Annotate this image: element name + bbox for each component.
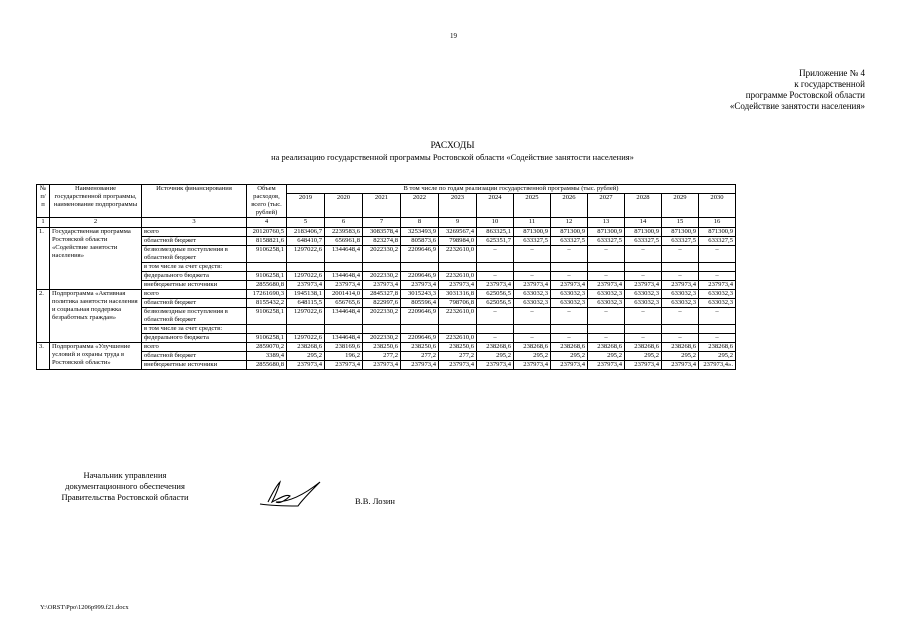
empty-cell: [401, 325, 439, 334]
year-value: 3269567,4: [439, 228, 477, 237]
file-path-footer: Y:\ORST\Ppo\1206p999.f21.docx: [40, 604, 129, 611]
year-value: 2183406,7: [287, 228, 325, 237]
table-row: [37, 246, 736, 263]
empty-cell: [287, 263, 325, 272]
year-value: 238250,6: [363, 343, 401, 352]
year-value: –: [699, 334, 736, 343]
year-value: 2232610,0: [439, 334, 477, 343]
source-label: безвозмездные поступления в областной бюджет: [142, 246, 247, 263]
year-value: 1344648,4: [325, 334, 363, 343]
year-value: 871300,9: [514, 228, 551, 237]
year-value: 871300,9: [699, 228, 736, 237]
year-value: 2209646,9: [401, 334, 439, 343]
header-year: 2023: [439, 194, 477, 218]
empty-cell: [699, 263, 736, 272]
year-value: –: [551, 334, 588, 343]
document-title: РАСХОДЫ: [430, 141, 475, 151]
source-label: областной бюджет: [142, 237, 247, 246]
year-value: 277,2: [401, 352, 439, 361]
table-row: [37, 308, 736, 325]
header-year: 2029: [662, 194, 699, 218]
empty-cell: [325, 263, 363, 272]
year-value: 633032,3: [514, 299, 551, 308]
year-value: –: [588, 334, 625, 343]
year-value: –: [477, 246, 514, 263]
year-value: –: [625, 272, 662, 281]
year-value: 633032,3: [625, 299, 662, 308]
year-value: 1344648,4: [325, 272, 363, 281]
year-value: 633327,5: [699, 237, 736, 246]
column-index: 2: [50, 218, 142, 228]
year-value: 2845327,8: [363, 290, 401, 299]
year-value: 2001414,0: [325, 290, 363, 299]
column-index: 7: [363, 218, 401, 228]
table-row: [37, 299, 736, 308]
row-number: 2.: [37, 290, 50, 343]
year-value: –: [699, 308, 736, 325]
column-index: 5: [287, 218, 325, 228]
year-value: 822997,6: [363, 299, 401, 308]
year-value: 2209646,9: [401, 308, 439, 325]
column-index: 15: [662, 218, 699, 228]
year-value: 2022330,2: [363, 334, 401, 343]
year-value: –: [514, 272, 551, 281]
empty-cell: [625, 325, 662, 334]
source-label: федерального бюджета: [142, 334, 247, 343]
year-value: 633032,3: [551, 299, 588, 308]
year-value: 2022330,2: [363, 246, 401, 263]
year-value: 237973,4».: [699, 361, 736, 370]
source-label: в том числе за счет средств:: [142, 325, 247, 334]
year-value: 237973,4: [625, 361, 662, 370]
year-value: 798706,8: [439, 299, 477, 308]
year-value: 237973,4: [477, 361, 514, 370]
empty-cell: [363, 263, 401, 272]
header-year: 2030: [699, 194, 736, 218]
year-value: –: [551, 246, 588, 263]
signatory-title-line: документационного обеспечения: [65, 481, 185, 491]
year-value: 277,2: [439, 352, 477, 361]
table-row: [37, 228, 736, 237]
source-label: федерального бюджета: [142, 272, 247, 281]
year-value: 237973,4: [551, 281, 588, 290]
year-value: 2022330,2: [363, 272, 401, 281]
column-index: 13: [588, 218, 625, 228]
year-value: 633032,3: [588, 290, 625, 299]
empty-cell: [699, 325, 736, 334]
year-value: 238169,6: [325, 343, 363, 352]
row-number: 3.: [37, 343, 50, 370]
total-value: 9106258,1: [247, 272, 287, 281]
year-value: 648115,5: [287, 299, 325, 308]
year-value: 863325,1: [477, 228, 514, 237]
header-row: [37, 185, 736, 194]
empty-cell: [551, 325, 588, 334]
source-label: внебюджетные источники: [142, 361, 247, 370]
empty-cell: [439, 325, 477, 334]
total-value: 2855680,8: [247, 361, 287, 370]
year-value: –: [551, 272, 588, 281]
year-value: 633327,5: [625, 237, 662, 246]
total-value: 2855680,8: [247, 281, 287, 290]
signatory-title: [40, 470, 210, 503]
year-value: –: [699, 272, 736, 281]
year-value: 625351,7: [477, 237, 514, 246]
empty-cell: [247, 263, 287, 272]
program-name: Подпрограмма «Улучшение условий и охраны труда в Ростовской области»: [50, 343, 142, 370]
year-value: 1297022,6: [287, 334, 325, 343]
column-index: 8: [401, 218, 439, 228]
year-value: 2232610,0: [439, 246, 477, 263]
year-value: –: [477, 308, 514, 325]
year-value: 237973,4: [287, 281, 325, 290]
empty-cell: [477, 325, 514, 334]
year-value: 3253493,9: [401, 228, 439, 237]
total-value: 2859070,2: [247, 343, 287, 352]
empty-cell: [439, 263, 477, 272]
year-value: 237973,4: [363, 281, 401, 290]
year-value: 805873,6: [401, 237, 439, 246]
row-number: 1.: [37, 228, 50, 290]
year-value: 238268,6: [514, 343, 551, 352]
source-label: всего: [142, 343, 247, 352]
table-row: [37, 263, 736, 272]
year-value: –: [514, 246, 551, 263]
appendix-line: программе Ростовской области: [745, 90, 865, 100]
empty-cell: [662, 325, 699, 334]
table-row: [37, 272, 736, 281]
year-value: –: [662, 246, 699, 263]
total-value: 9106258,1: [247, 246, 287, 263]
year-value: 237973,4: [588, 281, 625, 290]
table-row: [37, 325, 736, 334]
table-row: [37, 352, 736, 361]
empty-cell: [588, 325, 625, 334]
year-value: 656961,8: [325, 237, 363, 246]
header-year: 2025: [514, 194, 551, 218]
year-value: 2022330,2: [363, 308, 401, 325]
table-row: [37, 290, 736, 299]
year-value: 1297022,6: [287, 272, 325, 281]
year-value: 871300,9: [551, 228, 588, 237]
year-value: 277,2: [363, 352, 401, 361]
year-value: 633327,5: [514, 237, 551, 246]
signatory-title-line: Начальник управления: [83, 470, 167, 480]
year-value: 295,2: [588, 352, 625, 361]
year-value: 295,2: [287, 352, 325, 361]
year-value: 237973,4: [477, 281, 514, 290]
header-num: № п/п: [37, 185, 50, 218]
table-row: [37, 281, 736, 290]
year-value: –: [588, 308, 625, 325]
column-index: 9: [439, 218, 477, 228]
year-value: 237973,4: [439, 281, 477, 290]
year-value: 633032,3: [699, 290, 736, 299]
total-value: 8158821,6: [247, 237, 287, 246]
year-value: 3015243,3: [401, 290, 439, 299]
year-value: 238250,6: [401, 343, 439, 352]
empty-cell: [363, 325, 401, 334]
year-value: 633327,5: [588, 237, 625, 246]
year-value: 656765,6: [325, 299, 363, 308]
year-value: 871300,9: [625, 228, 662, 237]
column-index: 1: [37, 218, 50, 228]
year-value: 237973,4: [588, 361, 625, 370]
year-value: 238268,6: [477, 343, 514, 352]
source-label: в том числе за счет средств:: [142, 263, 247, 272]
year-value: 237973,4: [514, 361, 551, 370]
empty-cell: [625, 263, 662, 272]
year-value: 238268,6: [662, 343, 699, 352]
year-value: 633032,3: [551, 290, 588, 299]
header-name: Наименование государственной программы, наименование подпрограммы: [50, 185, 142, 218]
column-index-row: [37, 218, 736, 228]
year-value: –: [662, 308, 699, 325]
column-index: 4: [247, 218, 287, 228]
column-index: 6: [325, 218, 363, 228]
year-value: 237973,4: [662, 361, 699, 370]
year-value: 1344648,4: [325, 246, 363, 263]
year-value: 2209646,9: [401, 246, 439, 263]
header-year: 2019: [287, 194, 325, 218]
signatory-title-line: Правительства Ростовской области: [61, 492, 189, 502]
empty-cell: [477, 263, 514, 272]
table-row: [37, 237, 736, 246]
source-label: внебюджетные источники: [142, 281, 247, 290]
year-value: 625056,5: [477, 299, 514, 308]
source-label: всего: [142, 228, 247, 237]
year-value: –: [662, 334, 699, 343]
year-value: 1297022,6: [287, 246, 325, 263]
empty-cell: [662, 263, 699, 272]
program-name: Подпрограмма «Активная политика занятости населения и социальная поддержка безработных граждан»: [50, 290, 142, 343]
empty-cell: [514, 263, 551, 272]
year-value: 295,2: [625, 352, 662, 361]
empty-cell: [287, 325, 325, 334]
year-value: 871300,9: [588, 228, 625, 237]
total-value: 3389,4: [247, 352, 287, 361]
empty-cell: [551, 263, 588, 272]
total-value: 8155432,2: [247, 299, 287, 308]
year-value: 238268,6: [699, 343, 736, 352]
year-value: 237973,4: [699, 281, 736, 290]
year-value: 238268,6: [551, 343, 588, 352]
year-value: 237973,4: [287, 361, 325, 370]
year-value: 237973,4: [514, 281, 551, 290]
year-value: 798984,0: [439, 237, 477, 246]
year-value: 625056,5: [477, 290, 514, 299]
year-value: 633032,3: [662, 290, 699, 299]
year-value: 2232610,0: [439, 308, 477, 325]
year-value: 295,2: [551, 352, 588, 361]
year-value: 871300,9: [662, 228, 699, 237]
year-value: 823274,8: [363, 237, 401, 246]
appendix-line: Приложение № 4: [799, 68, 865, 78]
header-year: 2020: [325, 194, 363, 218]
expenses-table: [36, 184, 736, 370]
year-value: 295,2: [699, 352, 736, 361]
year-value: 805596,4: [401, 299, 439, 308]
source-label: безвозмездные поступления в областной бюджет: [142, 308, 247, 325]
header-year: 2026: [551, 194, 588, 218]
year-value: 237973,4: [325, 361, 363, 370]
column-index: 16: [699, 218, 736, 228]
year-value: 295,2: [514, 352, 551, 361]
source-label: областной бюджет: [142, 352, 247, 361]
year-value: 237973,4: [363, 361, 401, 370]
year-value: 237973,4: [325, 281, 363, 290]
year-value: 1344648,4: [325, 308, 363, 325]
header-source: Источник финансирования: [142, 185, 247, 218]
year-value: 237973,4: [439, 361, 477, 370]
year-value: 3083578,4: [363, 228, 401, 237]
year-value: 2232610,0: [439, 272, 477, 281]
total-value: 20120760,5: [247, 228, 287, 237]
header-year: 2027: [588, 194, 625, 218]
header-year: 2024: [477, 194, 514, 218]
year-value: –: [588, 246, 625, 263]
year-value: 295,2: [477, 352, 514, 361]
column-index: 14: [625, 218, 662, 228]
header-year: 2022: [401, 194, 439, 218]
header-volume: Объем расходов, всего (тыс. рублей): [247, 185, 287, 218]
column-index: 12: [551, 218, 588, 228]
total-value: 9106258,1: [247, 308, 287, 325]
year-value: 238250,6: [439, 343, 477, 352]
empty-cell: [247, 325, 287, 334]
year-value: –: [625, 308, 662, 325]
year-value: 2209646,9: [401, 272, 439, 281]
empty-cell: [325, 325, 363, 334]
year-value: 196,2: [325, 352, 363, 361]
document-subtitle: на реализацию государственной программы Ростовской области «Содействие занятости населения»: [271, 152, 634, 162]
page-number: 19: [450, 32, 457, 40]
empty-cell: [514, 325, 551, 334]
year-value: 238268,6: [625, 343, 662, 352]
header-year: 2021: [363, 194, 401, 218]
year-value: 237973,4: [401, 361, 439, 370]
source-label: всего: [142, 290, 247, 299]
total-value: 9106258,1: [247, 334, 287, 343]
year-value: –: [477, 272, 514, 281]
header-year: 2028: [625, 194, 662, 218]
year-value: 237973,4: [625, 281, 662, 290]
header-years-group: В том числе по годам реализации государственной программы (тыс. рублей): [287, 185, 736, 194]
column-index: 10: [477, 218, 514, 228]
year-value: –: [699, 246, 736, 263]
appendix-note: [665, 68, 865, 112]
year-value: –: [662, 272, 699, 281]
year-value: –: [477, 334, 514, 343]
year-value: –: [514, 334, 551, 343]
year-value: 648410,7: [287, 237, 325, 246]
year-value: 633327,5: [551, 237, 588, 246]
year-value: –: [588, 272, 625, 281]
year-value: 2239583,6: [325, 228, 363, 237]
signatory-name: В.В. Лозин: [355, 496, 395, 506]
year-value: –: [625, 246, 662, 263]
appendix-line: к государственной: [794, 79, 865, 89]
empty-cell: [401, 263, 439, 272]
year-value: 238268,6: [287, 343, 325, 352]
year-value: 633032,3: [662, 299, 699, 308]
table-row: [37, 334, 736, 343]
year-value: 237973,4: [551, 361, 588, 370]
column-index: 3: [142, 218, 247, 228]
year-value: 295,2: [662, 352, 699, 361]
source-label: областной бюджет: [142, 299, 247, 308]
year-value: –: [625, 334, 662, 343]
year-value: 633032,3: [588, 299, 625, 308]
year-value: 3031316,8: [439, 290, 477, 299]
year-value: –: [514, 308, 551, 325]
table-row: [37, 361, 736, 370]
year-value: 238268,6: [588, 343, 625, 352]
appendix-line: «Содействие занятости населения»: [729, 101, 865, 111]
column-index: 11: [514, 218, 551, 228]
empty-cell: [588, 263, 625, 272]
year-value: –: [551, 308, 588, 325]
year-value: 237973,4: [662, 281, 699, 290]
year-value: 633032,3: [514, 290, 551, 299]
year-value: 237973,4: [401, 281, 439, 290]
program-name: Государственная программа Ростовской области «Содействие занятости населения»: [50, 228, 142, 290]
year-value: 633032,3: [625, 290, 662, 299]
total-value: 17261690,3: [247, 290, 287, 299]
year-value: 1945138,1: [287, 290, 325, 299]
table-row: [37, 343, 736, 352]
year-value: 633032,3: [699, 299, 736, 308]
year-value: 633327,5: [662, 237, 699, 246]
year-value: 1297022,6: [287, 308, 325, 325]
handwritten-signature: [250, 472, 340, 512]
